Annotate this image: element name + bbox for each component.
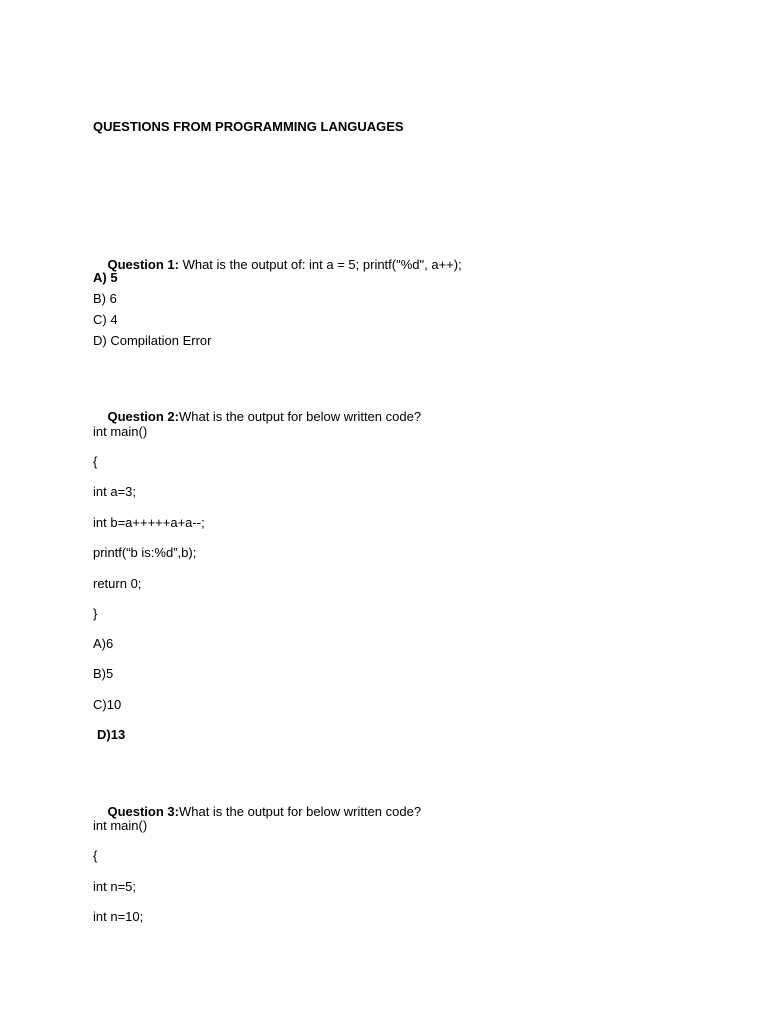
question-1-text: What is the output of: int a = 5; printf("%d", a++);: [178, 257, 462, 272]
question-2-option-b: B)5: [93, 666, 114, 681]
question-2-label: Question 2:: [107, 409, 179, 424]
question-2-option-c: C)10: [93, 697, 122, 712]
question-2-option-a: A)6: [93, 636, 114, 651]
code-line: int n=5;: [93, 879, 137, 894]
question-3-label: Question 3:: [107, 804, 179, 819]
code-line: {: [93, 848, 98, 863]
code-line: int main(): [93, 818, 148, 833]
code-line: {: [93, 454, 98, 469]
code-line: int main(): [93, 424, 148, 439]
code-line: int b=a+++++a+a--;: [93, 515, 205, 530]
question-3-text: What is the output for below written code?: [178, 804, 422, 819]
question-1-option-c: C) 4: [93, 312, 118, 327]
question-1-option-a: A) 5: [93, 270, 118, 285]
code-line: printf(“b is:%d”,b);: [93, 545, 197, 560]
code-line: int a=3;: [93, 484, 137, 499]
question-1-option-d: D) Compilation Error: [93, 333, 212, 348]
question-1: [93, 241, 462, 289]
question-2-option-d: D)13: [97, 727, 126, 742]
question-1-label: Question 1:: [107, 257, 179, 272]
code-line: return 0;: [93, 576, 142, 591]
question-2-text: What is the output for below written code?: [178, 409, 422, 424]
document-title: QUESTIONS FROM PROGRAMMING LANGUAGES: [93, 119, 404, 134]
code-line: int n=10;: [93, 909, 144, 924]
code-line: }: [93, 606, 98, 621]
question-1-option-b: B) 6: [93, 291, 117, 306]
